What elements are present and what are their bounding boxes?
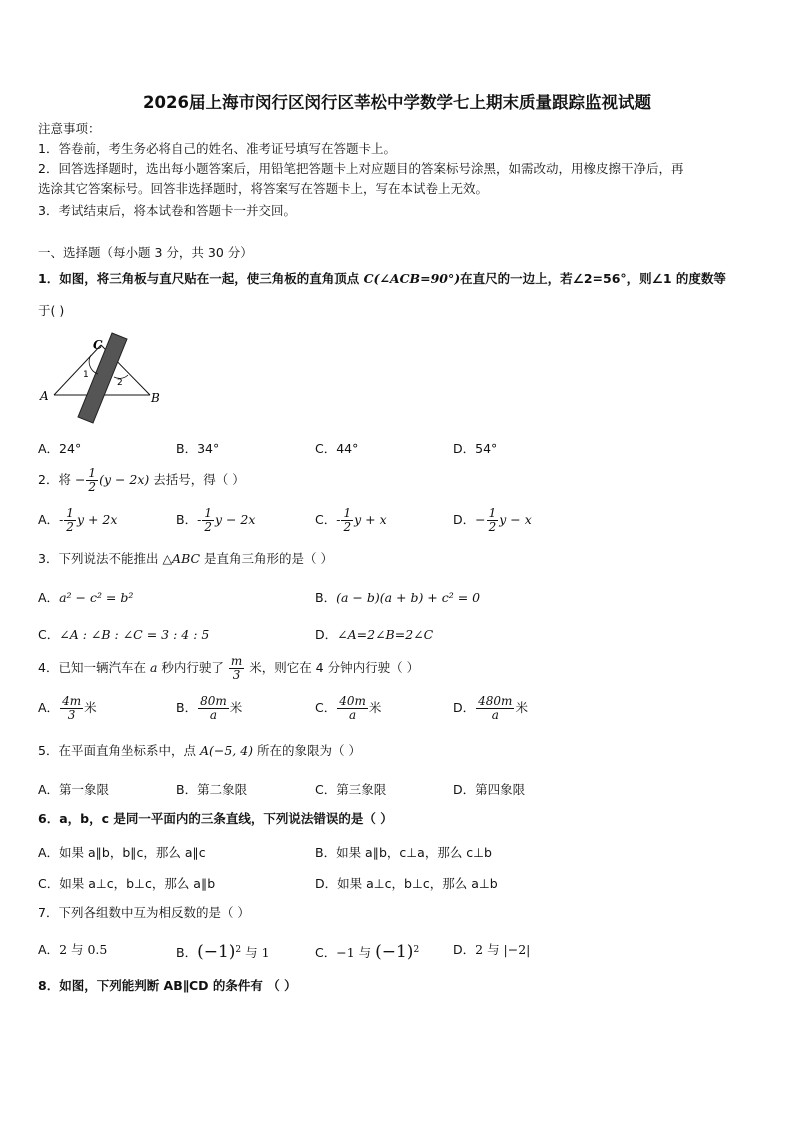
q2-option-c-frac (341, 507, 353, 534)
q8-stem: 8．如图，下列能判断 AB∥CD 的条件有 （ ） (38, 978, 297, 993)
q3-option-d-math: ∠A=2∠B=2∠C (337, 627, 434, 642)
q4-option-d-num: 480m (478, 694, 513, 708)
q7-option-d-letter: D． (453, 942, 476, 957)
q7-option-b[interactable] (176, 939, 270, 964)
q4-stem-b: 秒内行驶了 (157, 660, 228, 675)
q4-stem-fraction (229, 655, 244, 682)
q2-option-b[interactable] (176, 505, 255, 535)
q7-option-d[interactable] (453, 939, 530, 961)
q2-option-b-num: 1 (204, 506, 212, 520)
label-angle-2: 2 (117, 378, 123, 388)
q2-option-d-frac (487, 507, 499, 534)
q2-option-b-tail: y − 2x (214, 512, 256, 527)
q4-option-a-num: 4m (62, 694, 82, 708)
q4-option-b-num: 80m (200, 694, 227, 708)
q4-option-a[interactable] (38, 693, 97, 723)
notice-item-2-cont: 选涂其它答案标号。回答非选择题时，将答案写在答题卡上，写在本试卷上无效。 (38, 181, 489, 196)
q1-stem-a: 1．如图，将三角板与直尺贴在一起，使三角板的直角顶点 (38, 271, 364, 286)
q4-option-b-letter: B． (176, 700, 198, 715)
q2-option-b-sign: - (197, 512, 202, 527)
q4-stem-a: 4．已知一辆汽车在 (38, 660, 150, 675)
q4-option-d-den: a (476, 708, 514, 722)
q2-frac-num: 1 (88, 466, 97, 480)
q4-option-c-letter: C． (315, 700, 337, 715)
q2-option-d-num: 1 (488, 506, 497, 520)
q2-option-c-den: 2 (343, 520, 352, 534)
q5-option-c[interactable]: C．第三象限 (315, 782, 387, 797)
label-a: A (40, 389, 49, 403)
q6-option-c[interactable]: C．如果 a⊥c，b⊥c，那么 a∥b (38, 876, 216, 891)
q4-option-b[interactable] (176, 693, 242, 723)
q3-option-b-math: (a − b)(a + b) + c² = 0 (336, 590, 481, 605)
q7-option-b-exp: 2 (235, 945, 242, 955)
q7-option-b-letter: B． (176, 945, 198, 961)
q4-option-c-unit: 米 (368, 700, 382, 715)
q3-option-a-math: a² − c² = b² (59, 590, 134, 605)
q1-stem-b: 在直尺的一边上，若∠2=56°，则∠1 的度数等 (460, 271, 726, 286)
q2-option-a-letter: A． (38, 512, 60, 527)
q5-option-a[interactable]: A．第一象限 (38, 782, 110, 797)
q7-option-c-letter: C． (315, 945, 337, 961)
q4-option-c-num: 40m (339, 694, 366, 708)
q2-option-c-tail: y + x (354, 512, 387, 527)
q6-option-d[interactable]: D．如果 a⊥c，b⊥c，那么 a⊥b (315, 876, 498, 891)
q2-fraction (86, 467, 98, 494)
q4-option-b-den: a (198, 708, 229, 722)
q4-stem (38, 653, 419, 683)
q4-option-a-unit: 米 (84, 700, 97, 715)
q2-option-a-tail: y + 2x (76, 512, 118, 527)
q2-minus: − (74, 472, 86, 487)
q1-stem-line2: 于( ) (38, 303, 65, 318)
q7-option-a-letter: A． (38, 942, 60, 957)
q2-option-a-num: 1 (66, 506, 74, 520)
q2-option-d[interactable] (453, 505, 532, 535)
q7-option-c-exp: 2 (413, 945, 420, 955)
q3-option-d[interactable] (315, 625, 433, 643)
q4-stem-c: 米，则它在 4 分钟内行驶（ ） (245, 660, 420, 675)
q2-option-a-sign: - (59, 512, 64, 527)
q3-stem-b: 是直角三角形的是（ ） (200, 551, 334, 566)
q2-option-b-letter: B． (176, 512, 198, 527)
q4-stem-a-math: a (149, 660, 158, 675)
q6-option-a[interactable]: A．如果 a∥b，b∥c，那么 a∥c (38, 845, 206, 860)
q2-frac-den: 2 (88, 480, 97, 494)
q7-option-d-text: 2 与 |−2| (475, 942, 531, 957)
q4-option-a-letter: A． (38, 700, 60, 715)
q7-option-a[interactable] (38, 939, 107, 961)
q7-option-b-tail: 与 1 (241, 945, 270, 961)
q4-option-c[interactable] (315, 693, 381, 723)
q2-option-a-frac (64, 507, 76, 534)
q2-expression: (y − 2x) (99, 472, 150, 487)
q4-option-a-den: 3 (60, 708, 83, 722)
q2-option-d-tail: y − x (499, 512, 532, 527)
q2-stem-a: 2．将 (38, 472, 75, 487)
q3-option-c-math: ∠A : ∠B : ∠C = 3 : 4 : 5 (59, 627, 210, 642)
q7-stem: 7．下列各组数中互为相反数的是（ ） (38, 905, 250, 920)
q4-option-d[interactable] (453, 693, 528, 723)
q2-option-d-letter: D． (453, 512, 476, 527)
q4-option-c-den: a (337, 708, 368, 722)
q3-stem (38, 551, 333, 567)
q4-option-b-unit: 米 (229, 700, 243, 715)
q5-stem (38, 743, 361, 759)
label-c: C (93, 338, 103, 352)
notice-item-1: 1．答卷前，考生务必将自己的姓名、准考证号填写在答题卡上。 (38, 141, 396, 156)
q4-option-b-frac (198, 695, 229, 722)
q3-option-a-letter: A． (38, 590, 60, 605)
notice-item-2: 2．回答选择题时，选出每小题答案后，用铅笔把答题卡上对应题目的答案标号涂黑，如需改动，用橡皮擦干净后，再 (38, 161, 684, 176)
q7-option-b-base: (−1) (197, 942, 236, 963)
q1-stem-line1 (38, 271, 726, 287)
q1-stem-math: C(∠ACB=90°) (363, 271, 461, 286)
q4-option-a-frac (60, 695, 83, 722)
q3-option-c[interactable] (38, 625, 209, 643)
q5-option-d[interactable]: D．第四象限 (453, 782, 526, 797)
q2-stem-b: 去括号，得（ ） (149, 472, 245, 487)
q2-option-a[interactable] (38, 505, 117, 535)
q2-option-d-sign: − (475, 512, 486, 527)
q1-figure (38, 330, 168, 425)
q4-option-c-frac (337, 695, 368, 722)
q4-option-d-unit: 米 (515, 700, 528, 715)
q2-option-b-frac (202, 507, 214, 534)
q4-stem-frac-den: 3 (229, 668, 244, 682)
page-title: 2026届上海市闵行区闵行区莘松中学数学七上期末质量跟踪监视试题 (143, 93, 651, 112)
q1-option-c[interactable]: C．44° (315, 441, 359, 456)
q5-option-b[interactable]: B．第二象限 (176, 782, 248, 797)
q3-option-a[interactable] (38, 588, 133, 606)
q2-option-d-den: 2 (488, 520, 497, 534)
q1-option-a[interactable]: A．24° (38, 441, 82, 456)
q5-stem-math: A(−5, 4) (199, 743, 254, 758)
q6-stem: 6．a，b，c 是同一平面内的三条直线，下列说法错误的是（ ） (38, 811, 393, 826)
q2-option-c-letter: C． (315, 512, 337, 527)
q2-option-c[interactable] (315, 505, 387, 535)
notice-item-3: 3．考试结束后，将本试卷和答题卡一并交回。 (38, 203, 296, 218)
q7-option-c[interactable] (315, 939, 419, 964)
q2-option-b-den: 2 (204, 520, 212, 534)
q1-option-d[interactable]: D．54° (453, 441, 498, 456)
q2-stem (38, 465, 245, 495)
q6-option-b[interactable]: B．如果 a∥b，c⊥a，那么 c⊥b (315, 845, 492, 860)
q7-option-a-text: 2 与 0.5 (59, 942, 108, 957)
q3-option-b[interactable] (315, 588, 480, 606)
section-heading: 一、选择题（每小题 3 分，共 30 分） (38, 245, 253, 260)
q4-option-d-frac (476, 695, 514, 722)
q1-option-b[interactable]: B．34° (176, 441, 220, 456)
q3-stem-math: △ABC (162, 551, 201, 566)
label-b: B (151, 391, 160, 405)
notice-heading: 注意事项： (38, 121, 101, 136)
q7-option-c-head: −1 与 (336, 945, 376, 961)
q3-option-b-letter: B． (315, 590, 337, 605)
q3-stem-a: 3．下列说法不能推出 (38, 551, 163, 566)
q2-option-a-den: 2 (66, 520, 74, 534)
q7-option-c-base: (−1) (375, 942, 414, 963)
q3-option-d-letter: D． (315, 627, 338, 642)
q2-option-c-sign: - (336, 512, 341, 527)
q4-option-d-letter: D． (453, 700, 476, 715)
q4-stem-frac-num: m (230, 654, 243, 668)
q5-stem-b: 所在的象限为（ ） (253, 743, 361, 758)
q2-option-c-num: 1 (343, 506, 352, 520)
q3-option-c-letter: C． (38, 627, 60, 642)
label-angle-1: 1 (83, 370, 89, 380)
q5-stem-a: 5．在平面直角坐标系中，点 (38, 743, 200, 758)
